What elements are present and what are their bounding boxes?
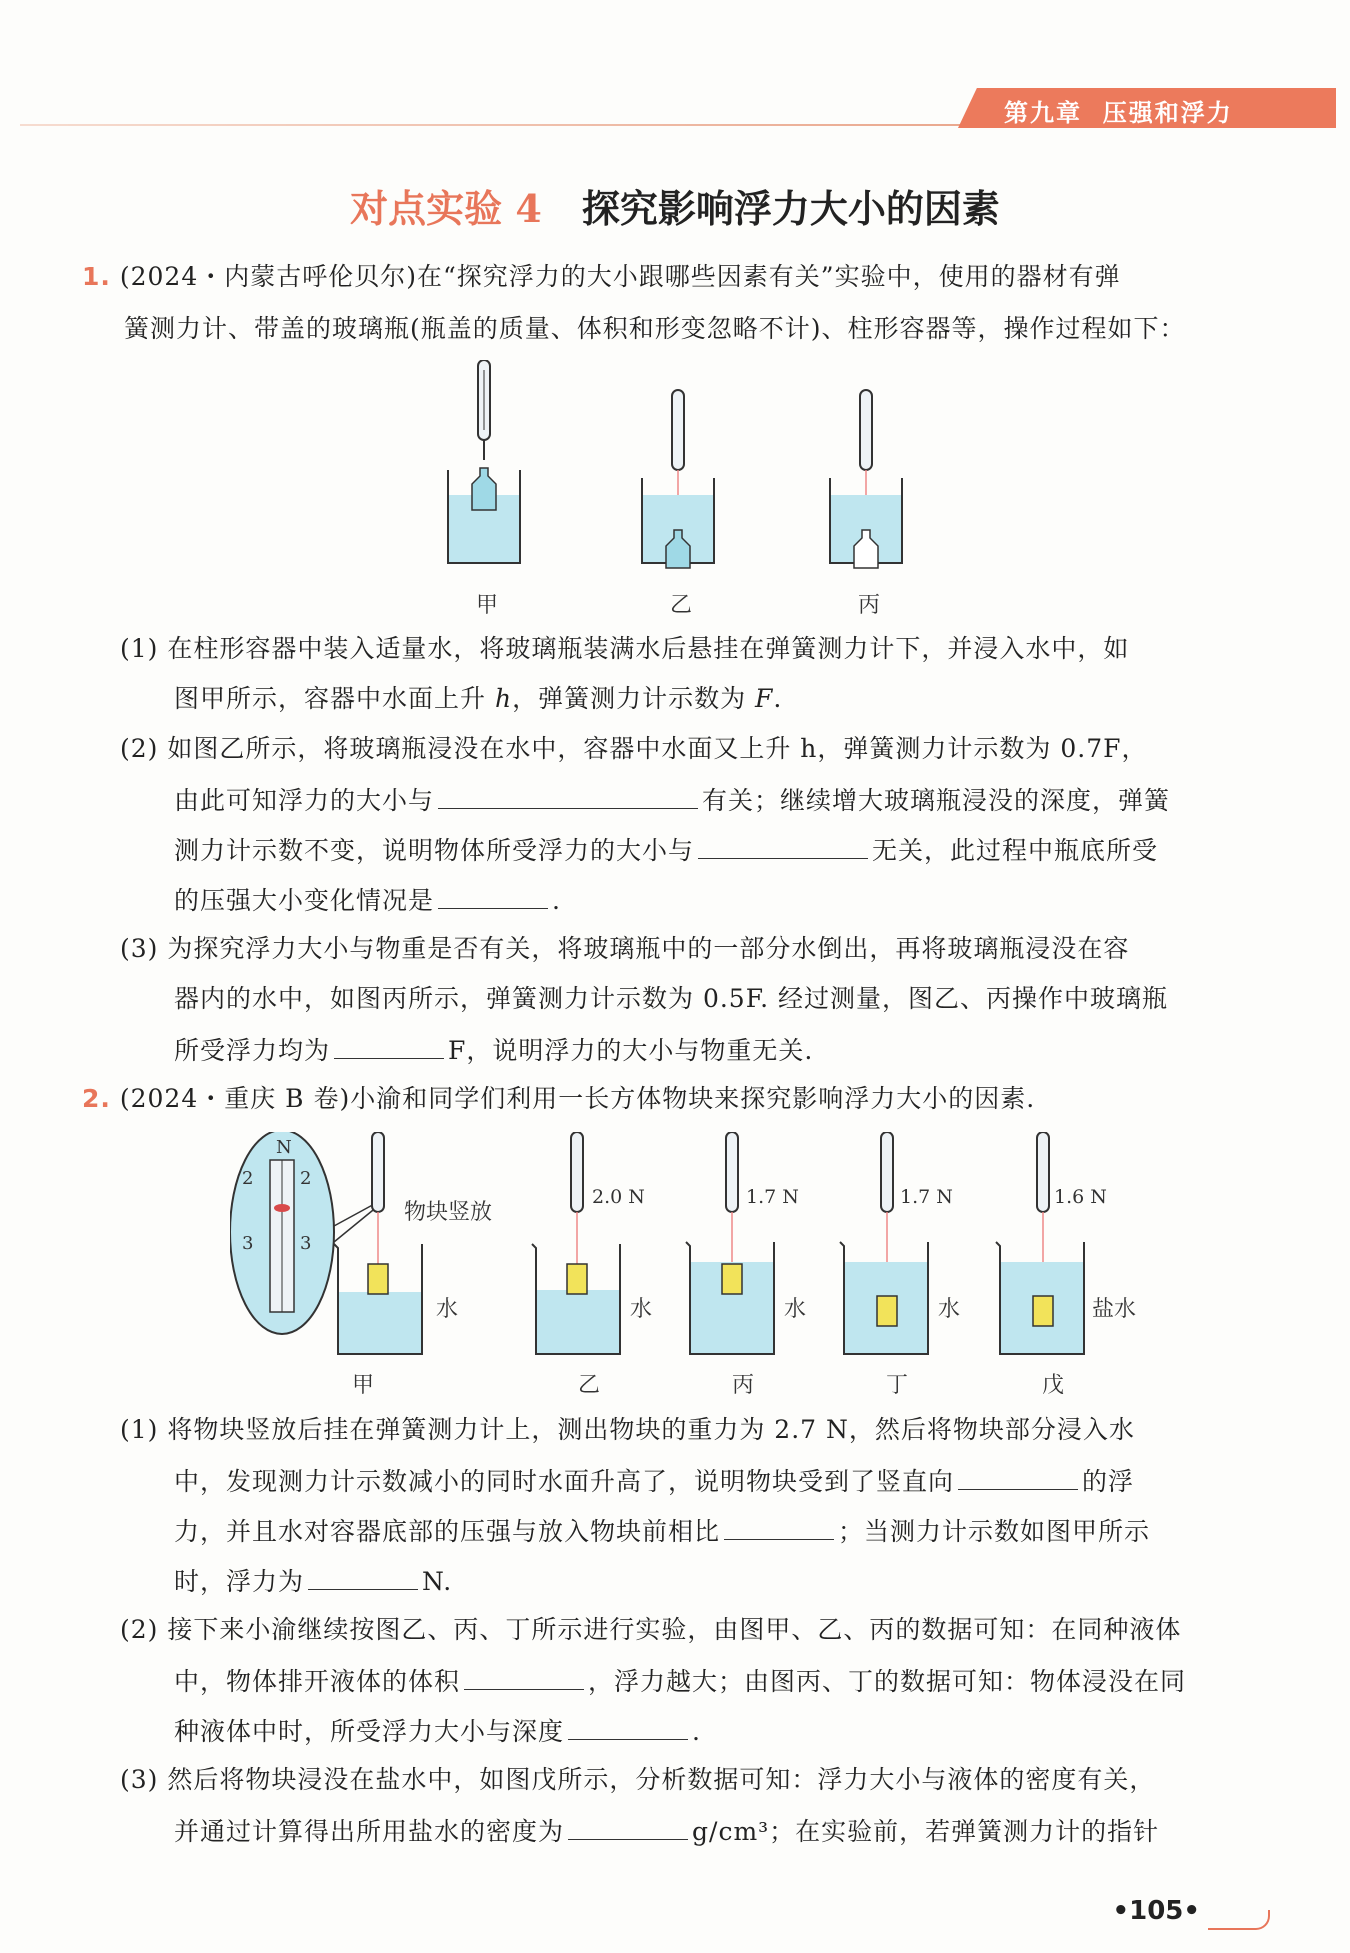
q1-figure xyxy=(430,360,950,610)
q1-part3-text-b: F，说明浮力的大小与物重无关. xyxy=(448,1036,814,1065)
q2-part1-text-c: 力，并且水对容器底部的压强与放入物块前相比 xyxy=(174,1517,721,1546)
q2-part1-text-f: N. xyxy=(422,1567,453,1596)
q2-setup-wu xyxy=(996,1132,1084,1354)
q1-fig-label-jia: 甲 xyxy=(476,593,499,618)
q1-part3-line3 xyxy=(174,1032,813,1068)
q2-figure xyxy=(230,1132,1130,1372)
title-text: 探究影响浮力大小的因素 xyxy=(581,186,1000,231)
q2-blank-4[interactable] xyxy=(464,1663,584,1690)
q2-intro: 小渝和同学们利用一长方体物块来探究影响浮力大小的因素. xyxy=(350,1084,1036,1113)
q1-source: (2024・内蒙古呼伦贝尔) xyxy=(119,262,417,291)
q1-fig-label-yi: 乙 xyxy=(670,593,693,618)
q1-part3-line2: 器内的水中，如图丙所示，弹簧测力计示数为 0.5F. 经过测量，图乙、丙操作中玻璃瓶 xyxy=(174,984,1169,1013)
q1-setup-yi xyxy=(642,390,714,568)
q2-part1-line1: (1) 将物块竖放后挂在弹簧测力计上，测出物块的重力为 2.7 N，然后将物块部分浸入水 xyxy=(120,1415,1135,1444)
chapter-topic: 压强和浮力 xyxy=(1102,99,1233,127)
q2-fig-label-ding: 丁 xyxy=(886,1373,909,1398)
q1-blank-3[interactable] xyxy=(438,882,548,909)
header-rule xyxy=(20,124,1020,126)
q2-blank-6[interactable] xyxy=(568,1813,688,1840)
q1-number: 1. xyxy=(82,262,111,291)
q1-var-f: F xyxy=(755,684,774,713)
page-title xyxy=(0,178,1350,233)
page-number-swoosh xyxy=(1208,1910,1270,1930)
q2-setup-yi xyxy=(532,1132,620,1354)
q2-part1-text-e: 时，浮力为 xyxy=(174,1567,305,1596)
chapter-number: 第九章 xyxy=(1004,99,1082,127)
q2-part2-text-a: 中，物体排开液体的体积 xyxy=(174,1667,461,1696)
q2-part3-text-a: 并通过计算得出所用盐水的密度为 xyxy=(174,1817,565,1846)
q2-setup-bing xyxy=(686,1132,774,1354)
page-number: •105• xyxy=(1112,1896,1200,1926)
title-tag: 对点实验 4 xyxy=(350,186,542,231)
q2-part3-line2 xyxy=(174,1813,1159,1849)
q1-fig-label-bing: 丙 xyxy=(858,593,881,618)
q2-liquid-yi: 水 xyxy=(630,1297,653,1322)
q1-part3-text-a: 所受浮力均为 xyxy=(174,1036,331,1065)
q1-var-h: h xyxy=(494,684,513,713)
q2-fig-label-bing: 丙 xyxy=(732,1373,755,1398)
q2-intro-line xyxy=(82,1082,1035,1116)
q2-setup-jia xyxy=(334,1132,422,1354)
q1-part2-line4 xyxy=(174,882,561,918)
q1-part2-text-f: . xyxy=(552,886,561,915)
q2-zoom-tick-right-2: 2 xyxy=(300,1168,312,1189)
q1-part2-text-d: 无关，此过程中瓶底所受 xyxy=(872,836,1159,865)
q1-part2-text-c: 测力计示数不变，说明物体所受浮力的大小与 xyxy=(174,836,695,865)
q1-intro-line-1 xyxy=(82,260,1121,294)
q1-blank-2[interactable] xyxy=(698,832,868,859)
q1-intro-2: 簧测力计、带盖的玻璃瓶(瓶盖的质量、体积和形变忽略不计)、柱形容器等，操作过程如下： xyxy=(124,314,1186,343)
q2-part2-text-d: . xyxy=(692,1717,701,1746)
q1-part2-line1: (2) 如图乙所示，将玻璃瓶浸没在水中，容器中水面又上升 h，弹簧测力计示数为 0.7F， xyxy=(120,734,1148,763)
q2-reading-ding: 1.7 N xyxy=(900,1186,953,1208)
q2-part1-line4 xyxy=(174,1563,452,1599)
q2-fig-label-yi: 乙 xyxy=(578,1373,601,1398)
q1-part2-line2 xyxy=(174,782,1170,818)
q2-part2-text-b: ，浮力越大；由图丙、丁的数据可知：物体浸没在同 xyxy=(588,1667,1187,1696)
q2-reading-bing: 1.7 N xyxy=(746,1186,799,1208)
q1-part2-text-b: 有关；继续增大玻璃瓶浸没的深度，弹簧 xyxy=(702,786,1171,815)
q1-part3-line1: (3) 为探究浮力大小与物重是否有关，将玻璃瓶中的一部分水倒出，再将玻璃瓶浸没在容 xyxy=(120,934,1130,963)
q2-reading-yi: 2.0 N xyxy=(592,1186,645,1208)
q2-part2-line3 xyxy=(174,1713,701,1749)
q2-blank-2[interactable] xyxy=(724,1513,834,1540)
q2-part1-line3 xyxy=(174,1513,1150,1549)
q2-zoom-tick-left-2: 2 xyxy=(242,1168,254,1189)
q2-part3-line1: (3) 然后将物块浸没在盐水中，如图戊所示，分析数据可知：浮力大小与液体的密度有关， xyxy=(120,1765,1156,1794)
q1-setup-bing xyxy=(830,390,902,568)
q2-part1-text-b: 的浮 xyxy=(1082,1467,1135,1496)
q2-liquid-bing: 水 xyxy=(784,1297,807,1322)
q2-callout-label: 物块竖放 xyxy=(404,1200,493,1225)
q2-part3-text-b: g/cm³；在实验前，若弹簧测力计的指针 xyxy=(692,1817,1160,1846)
q2-part2-line2 xyxy=(174,1663,1186,1699)
q2-part2-line1: (2) 接下来小渝继续按图乙、丙、丁所示进行实验，由图甲、乙、丙的数据可知：在同种液体 xyxy=(120,1615,1182,1644)
q2-liquid-jia: 水 xyxy=(436,1297,459,1322)
q1-part1-line2 xyxy=(174,682,782,716)
q2-part2-text-c: 种液体中时，所受浮力大小与深度 xyxy=(174,1717,565,1746)
q2-setup-ding xyxy=(840,1132,928,1354)
q2-zoom-tick-right-3: 3 xyxy=(300,1233,312,1254)
chapter-heading xyxy=(1004,93,1233,128)
q1-part2-text-e: 的压强大小变化情况是 xyxy=(174,886,435,915)
q1-setup-jia xyxy=(448,360,520,563)
q2-fig-label-jia: 甲 xyxy=(352,1373,375,1398)
q1-part2-text-a: 由此可知浮力的大小与 xyxy=(174,786,435,815)
q1-part1-text-b: ，弹簧测力计示数为 xyxy=(512,684,756,713)
q2-liquid-wu: 盐水 xyxy=(1092,1297,1137,1322)
q1-intro-1: 在“探究浮力的大小跟哪些因素有关”实验中，使用的器材有弹 xyxy=(417,262,1121,291)
q1-part1-text-c: . xyxy=(773,684,783,713)
q1-part1-line1: (1) 在柱形容器中装入适量水，将玻璃瓶装满水后悬挂在弹簧测力计下，并浸入水中，如 xyxy=(120,634,1130,663)
q2-source: (2024・重庆 B 卷) xyxy=(119,1084,351,1113)
q1-part1-text-a: 图甲所示，容器中水面上升 xyxy=(174,684,495,713)
q2-number: 2. xyxy=(82,1084,111,1113)
q2-blank-3[interactable] xyxy=(308,1563,418,1590)
q2-part1-text-a: 中，发现测力计示数减小的同时水面升高了，说明物块受到了竖直向 xyxy=(174,1467,955,1496)
q2-liquid-ding: 水 xyxy=(938,1297,961,1322)
q2-part1-text-d: ；当测力计示数如图甲所示 xyxy=(838,1517,1151,1546)
q2-part1-line2 xyxy=(174,1463,1134,1499)
q2-reading-wu: 1.6 N xyxy=(1054,1186,1107,1208)
q1-part2-line3 xyxy=(174,832,1158,868)
q2-zoom-tick-left-3: 3 xyxy=(242,1233,254,1254)
q2-fig-label-wu: 戊 xyxy=(1042,1373,1065,1398)
q1-blank-4[interactable] xyxy=(334,1032,444,1059)
q2-zoom-unit: N xyxy=(276,1137,292,1158)
q1-blank-1[interactable] xyxy=(438,782,698,809)
q2-blank-5[interactable] xyxy=(568,1713,688,1740)
q2-blank-1[interactable] xyxy=(958,1463,1078,1490)
